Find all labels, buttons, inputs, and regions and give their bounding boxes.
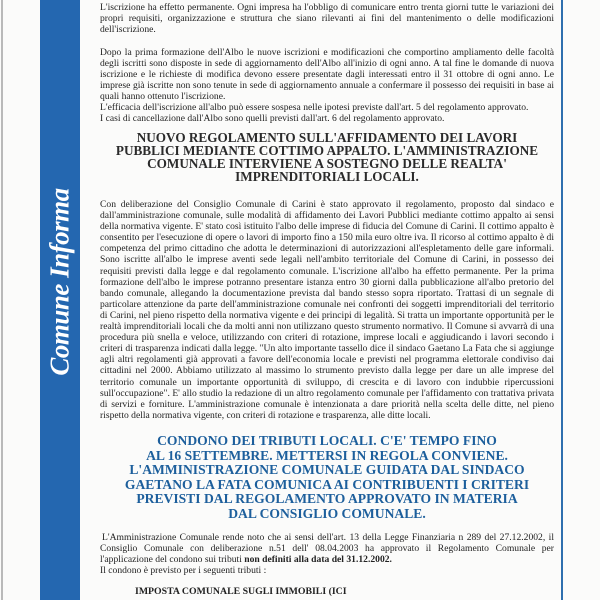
- tributo-item: IMPOSTA COMUNALE SUGLI IMMOBILI (ICI: [135, 586, 347, 597]
- condono-intro: L'Amministrazione Comunale rende noto che ai sensi dell'art. 13 della Legge Finanziaria n 289 del 27.12.2002, il Consiglio Comunale con deliberazione n.51 dell' 08.04.2003 ha approvato il Regolamento Comunale per l'applicazione del condono sui tributi: [100, 532, 554, 566]
- heading-line: CONDONO DEI TRIBUTI LOCALI. C'E' TEMPO FINO: [157, 433, 497, 448]
- paragraph-cancellazione: I casi di cancellazione dall'Albo sono quelli previsti dall'art. 6 del regolamento approvato.: [100, 113, 445, 124]
- heading-line: PREVISTI DAL REGOLAMENTO APPROVATO IN MATERIA: [136, 491, 518, 507]
- sidebar-title: Comune Informa: [44, 188, 75, 376]
- paragraph-iscrizione: L'iscrizione ha effetto permanente. Ogni impresa ha l'obbligo di comunicare entro trenta giorni tutte le variazioni dei propri requisiti, organizzazione e struttura che siano rilevanti ai fini del mantenimento o delle modificazioni dell'iscrizione.: [100, 2, 554, 36]
- heading-line: COMUNALE INTERVIENE A SOSTEGNO DELLE REALTA': [147, 156, 507, 171]
- condono-bold: non definiti alla data del 31.12.2002.: [244, 554, 392, 566]
- heading-line: PUBBLICI MEDIANTE COTTIMO APPALTO. L'AMMINISTRAZIONE: [115, 143, 539, 158]
- heading-condono: [100, 434, 554, 522]
- paragraph-aggiornamento: Dopo la prima formazione dell'Albo le nuove iscrizioni e modificazioni che comportino ampliamento delle facoltà degli iscritti sono disposte in sede di aggiornamento dell'Albo all'inizio di ogni anno. A tal fine le domande di nuova iscrizione e le richieste di modifica devono essere presentate dagli interessati entro il 31 ottobre di ogni anno. Le imprese già iscritte non sono tenute in sede di aggiornamento annuale a confermare il possesso dei requisiti in base ai quali hanno ottenuto l'iscrizione.: [100, 47, 554, 103]
- heading-line: L'AMMINISTRAZIONE COMUNALE GUIDATA DAL SINDACO: [129, 462, 525, 478]
- heading-regolamento: [100, 131, 554, 183]
- paragraph-condono-body: [100, 532, 554, 565]
- heading-line: NUOVO REGOLAMENTO SULL'AFFIDAMENTO DEI LAVORI: [136, 130, 518, 145]
- paragraph-sospensione: L'efficacia dell'iscrizione all'albo può essere sospesa nelle ipotesi previste dall'art. 5 del regolamento approvato.: [100, 102, 529, 113]
- paragraph-regolamento-body: Con deliberazione del Consiglio Comunale di Carini è stato approvato il regolamento, proposto dal sindaco e dall'amministrazione comunale, sulle modalità di affidamento dei Lavori Pubblici mediante cottimo appalto ai sensi della normativa vigente. E' stato così istituito l'albo delle imprese di fiducia del Comune di Carini. Il cottimo appalto è consentito per l'esecuzione di opere o lavori di importo fino a 150 mila euro oltre iva. Il ricorso al cottimo appalto è di competenza del primo cittadino che adotta le determinazioni di autorizzazioni all'espletamento delle gare informali. Sono iscritte all'albo le imprese aventi sede legali nell'ambito territoriale del Comune di Carini, in possesso dei requisiti previsti dalla legge e dal regolamento comunale. L'iscrizione all'albo ha effetto permanente. Per la prima formazione dell'albo le imprese potranno presentare istanza entro 30 giorni dalla pubblicazione all'albo pretorio del bando comunale, allegando la documentazione prevista dal bando stesso sopra riportato. Trattasi di un segnale di particolare attenzione da parte dell'amministrazione comunale nei confronti dei soggetti imprenditoriali del territorio di Carini, nel pieno rispetto della normativa vigente e dei principi di legalità. Si tratta un importante opportunità per le realtà imprenditoriali locali che da molti anni non utilizzano questo strumento normativo. Il Comune si avvarrà di una procedura più snella e veloce, utilizzando con criteri di rotazione, imprese locali e aggiudicando i lavori secondo i criteri di trasparenza indicati dalla legge. "Un alto importante tassello dice il sindaco Gaetano La Fata che si aggiunge agli altri regolamenti già approvati a favore dell'economia locale e previsti nel programma elettorale condiviso dai cittadini nel 2000. Abbiamo utilizzato al massimo lo strumento previsto dalla legge per dare un alle imprese del territorio comunale un importante opportunità di sviluppo, di crescita e di lavoro con indubbie ripercussioni sull'occupazione". E' allo studio la redazione di un altro regolamento comunale per l'affidamento con trattativa privata di servizi e forniture. L'amministrazione comunale è intenzionata a dare priorità nella scelta delle ditte, nel pieno rispetto della normativa vigente, con criteri di rotazione e trasparenza, alle ditte locali.: [100, 199, 554, 421]
- heading-line: IMPRENDITORIALI LOCALI.: [235, 169, 419, 184]
- paragraph-tributi-intro: Il condono è previsto per i seguenti tributi :: [100, 565, 267, 576]
- right-divider: [561, 0, 563, 600]
- heading-line: AL 16 SETTEMBRE. METTERSI IN REGOLA CONVIENE.: [146, 447, 508, 463]
- page-edge: [1, 0, 3, 600]
- heading-line: DAL CONSIGLIO COMUNALE.: [228, 505, 426, 521]
- heading-line: GAETANO LA FATA COMUNICA AI CONTRIBUENTI I CRITERI: [124, 476, 530, 492]
